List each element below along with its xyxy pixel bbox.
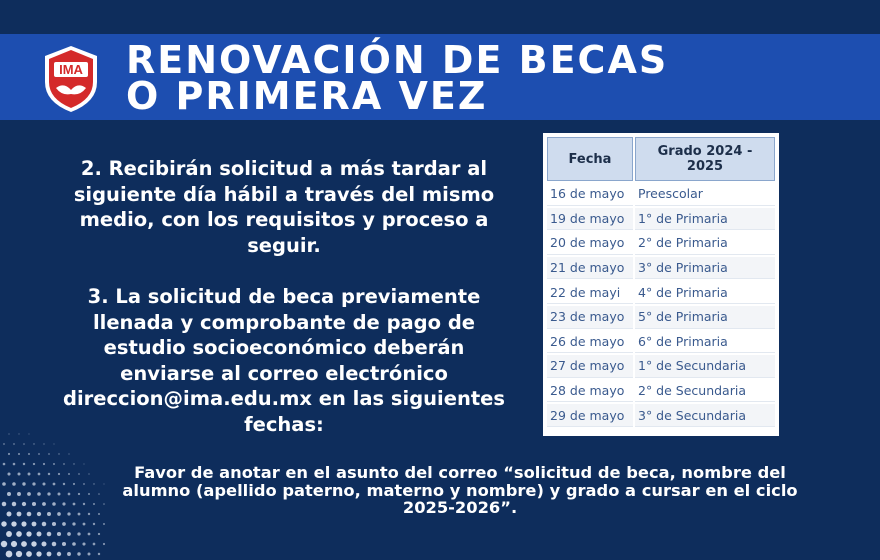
pattern-dot <box>37 512 41 516</box>
pattern-dot <box>36 551 41 556</box>
pattern-dot <box>98 553 100 555</box>
pattern-dot <box>93 543 96 546</box>
pattern-dot <box>22 482 25 485</box>
pattern-dot <box>73 503 76 506</box>
pattern-dot <box>28 453 30 455</box>
pattern-dot <box>32 482 35 485</box>
grade-cell: 1° de Secundaria <box>635 355 775 378</box>
pattern-dot <box>88 473 89 474</box>
pattern-dot <box>53 463 55 465</box>
date-cell: 27 de mayo <box>547 355 633 378</box>
page-title <box>126 38 669 118</box>
pattern-dot <box>12 482 16 486</box>
logo-text: IMA <box>59 62 83 77</box>
pattern-dot <box>32 502 36 506</box>
pattern-dot <box>58 493 61 496</box>
table-row <box>547 232 775 255</box>
date-cell: 28 de mayo <box>547 380 633 403</box>
pattern-dot <box>2 502 7 507</box>
date-cell: 22 de mayi <box>547 281 633 304</box>
table-row <box>547 306 775 329</box>
table-row <box>547 281 775 304</box>
pattern-dot <box>11 541 17 547</box>
pattern-dot <box>6 531 12 537</box>
pattern-dot <box>67 532 71 536</box>
pattern-dot <box>43 443 44 444</box>
header-grade: Grado 2024 - 2025 <box>635 137 775 181</box>
instructions <box>60 156 508 463</box>
pattern-dot <box>31 541 36 546</box>
pattern-dot <box>21 541 27 547</box>
pattern-dot <box>52 522 56 526</box>
date-cell: 29 de mayo <box>547 404 633 427</box>
grade-cell: 1° de Primaria <box>635 208 775 231</box>
pattern-dot <box>88 553 91 556</box>
pattern-dot <box>38 473 41 476</box>
table-row <box>547 257 775 280</box>
title-line-2: O PRIMERA VEZ <box>126 74 488 118</box>
pattern-dot <box>7 492 11 496</box>
pattern-dot <box>26 531 31 536</box>
pattern-dot <box>42 542 47 547</box>
grade-cell: 6° de Primaria <box>635 331 775 354</box>
pattern-dot <box>42 482 45 485</box>
pattern-dot <box>1 541 7 547</box>
pattern-dot <box>77 552 80 555</box>
date-cell: 20 de mayo <box>547 232 633 255</box>
pattern-dot <box>7 512 12 517</box>
grade-cell: Preescolar <box>635 183 775 206</box>
pattern-dot <box>17 512 22 517</box>
pattern-dot <box>42 522 47 527</box>
pattern-dot <box>13 463 16 466</box>
pattern-dot <box>57 552 61 556</box>
pattern-dot <box>77 532 80 535</box>
pattern-dot <box>16 551 22 557</box>
pattern-dot <box>18 473 21 476</box>
pattern-dot <box>103 543 105 545</box>
pattern-dot <box>12 502 16 506</box>
pattern-dot <box>103 483 104 484</box>
pattern-dot <box>57 532 61 536</box>
pattern-dot <box>28 433 29 434</box>
pattern-dot <box>16 531 22 537</box>
pattern-dot <box>98 493 100 495</box>
date-cell: 19 de mayo <box>547 208 633 231</box>
pattern-dot <box>78 473 80 475</box>
pattern-dot <box>72 522 75 525</box>
pattern-dot <box>18 453 20 455</box>
pattern-dot <box>47 512 51 516</box>
pattern-dot <box>8 453 10 455</box>
pattern-dot <box>63 463 65 465</box>
pattern-dot <box>68 473 70 475</box>
pattern-dot <box>62 542 66 546</box>
pattern-dot <box>28 473 31 476</box>
table-header-row <box>547 137 775 181</box>
pattern-dot <box>83 503 85 505</box>
pattern-dot <box>37 532 42 537</box>
pattern-dot <box>48 473 50 475</box>
pattern-dot <box>103 503 105 505</box>
pattern-dot <box>47 532 52 537</box>
table-row <box>547 183 775 206</box>
pattern-dot <box>58 473 60 475</box>
date-cell: 16 de mayo <box>547 183 633 206</box>
pattern-dot <box>98 533 100 535</box>
pattern-dot <box>47 492 50 495</box>
pattern-dot <box>98 513 100 515</box>
pattern-dot <box>78 493 80 495</box>
pattern-dot <box>1 521 6 526</box>
title-line-1: RENOVACIÓN DE BECAS <box>126 38 669 82</box>
pattern-dot <box>93 503 95 505</box>
header-date: Fecha <box>547 137 633 181</box>
pattern-dot <box>93 523 95 525</box>
grade-cell: 3° de Primaria <box>635 257 775 280</box>
table-row <box>547 404 775 427</box>
pattern-dot <box>83 523 86 526</box>
pattern-dot <box>57 512 61 516</box>
pattern-dot <box>67 552 71 556</box>
pattern-dot <box>3 443 5 445</box>
pattern-dot <box>52 502 56 506</box>
pattern-dot <box>93 483 94 484</box>
pattern-dot <box>3 463 6 466</box>
pattern-dot <box>73 483 75 485</box>
pattern-dot <box>63 483 65 485</box>
pattern-dot <box>17 492 21 496</box>
pattern-dot <box>78 513 81 516</box>
subject-note: Favor de anotar en el asunto del correo “solicitud de beca, nombre del alumno (apellido paterno, materno y nombre) y grado a cursar en el ciclo 2025-2026”. <box>122 463 798 517</box>
pattern-dot <box>37 492 41 496</box>
pattern-dot <box>22 502 26 506</box>
date-cell: 26 de mayo <box>547 331 633 354</box>
pattern-dot <box>88 513 90 515</box>
pattern-dot <box>83 463 84 464</box>
pattern-dot <box>2 482 6 486</box>
step-3: 3. La solicitud de beca previamente llenada y comprobante de pago de estudio socioeconómico deberán enviarse al correo electrónico direccion@ima.edu.mx en las siguientes fechas: <box>62 285 505 436</box>
pattern-dot <box>72 542 76 546</box>
grade-cell: 4° de Primaria <box>635 281 775 304</box>
pattern-dot <box>18 433 19 434</box>
step-2: 2. Recibirán solicitud a más tardar al siguiente día hábil a través del mismo medio, con los requisitos y proceso a seguir. <box>73 157 495 257</box>
pattern-dot <box>53 443 54 444</box>
pattern-dot <box>52 542 57 547</box>
pattern-dot <box>68 493 71 496</box>
pattern-dot <box>23 463 25 465</box>
date-cell: 21 de mayo <box>547 257 633 280</box>
pattern-dot <box>88 493 90 495</box>
pattern-dot <box>103 523 105 525</box>
school-logo <box>42 44 100 114</box>
pattern-dot <box>88 533 91 536</box>
decorative-dot-pattern <box>0 420 110 560</box>
table-row <box>547 331 775 354</box>
pattern-dot <box>48 453 50 455</box>
pattern-dot <box>21 521 26 526</box>
grade-cell: 2° de Secundaria <box>635 380 775 403</box>
pattern-dot <box>27 492 31 496</box>
pattern-dot <box>83 483 85 485</box>
pattern-dot <box>26 551 32 557</box>
table-row <box>547 208 775 231</box>
table-row <box>547 355 775 378</box>
pattern-dot <box>38 453 40 455</box>
grade-cell: 2° de Primaria <box>635 232 775 255</box>
grade-cell: 5° de Primaria <box>635 306 775 329</box>
pattern-dot <box>62 502 65 505</box>
pattern-dot <box>11 521 16 526</box>
grade-cell: 3° de Secundaria <box>635 404 775 427</box>
pattern-dot <box>43 463 45 465</box>
pattern-dot <box>82 542 85 545</box>
schedule-table <box>543 133 779 436</box>
pattern-dot <box>33 443 34 444</box>
date-cell: 23 de mayo <box>547 306 633 329</box>
pattern-dot <box>42 502 46 506</box>
pattern-dot <box>7 472 10 475</box>
pattern-dot <box>67 512 70 515</box>
pattern-dot <box>23 443 25 445</box>
table-row <box>547 380 775 403</box>
pattern-dot <box>53 483 56 486</box>
pattern-dot <box>6 551 13 558</box>
pattern-dot <box>58 453 59 454</box>
pattern-dot <box>73 463 74 464</box>
pattern-dot <box>27 512 32 517</box>
pattern-dot <box>8 433 9 434</box>
pattern-dot <box>68 453 69 454</box>
pattern-dot <box>47 552 52 557</box>
pattern-dot <box>13 443 15 445</box>
pattern-dot <box>62 522 66 526</box>
pattern-dot <box>32 522 37 527</box>
pattern-dot <box>33 463 35 465</box>
